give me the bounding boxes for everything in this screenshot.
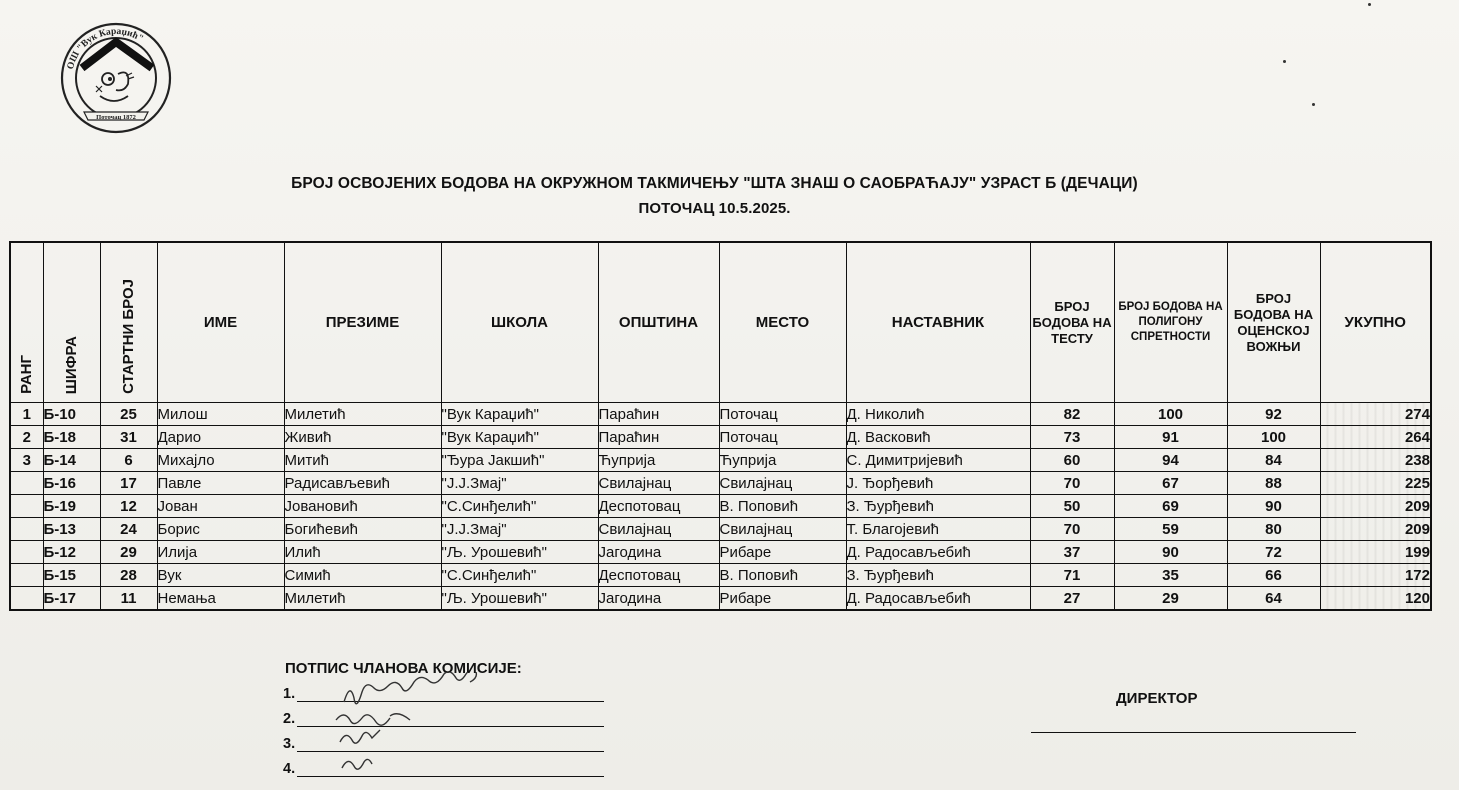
director-signature-line [1031,732,1356,733]
document-title: БРОЈ ОСВОЈЕНИХ БОДОВА НА ОКРУЖНОМ ТАКМИЧЕЊУ "ШТА ЗНАШ О САОБРАЋАЈУ" УЗРАСТ Б (ДЕЧАЦИ) [291,175,1138,192]
cell-code: Б-15 [43,564,100,587]
table-row [10,426,1431,449]
cell-last: Милетић [284,587,441,611]
cell-rank [10,495,43,518]
header-rank: РАНГ [10,242,43,403]
cell-rank [10,541,43,564]
cell-teacher: З. Ђурђевић [846,564,1030,587]
cell-code: Б-16 [43,472,100,495]
cell-ride: 72 [1227,541,1320,564]
cell-teacher: Ј. Ђорђевић [846,472,1030,495]
cell-ride: 84 [1227,449,1320,472]
cell-code: Б-14 [43,449,100,472]
cell-municipality: Јагодина [598,587,719,611]
cell-total: 209 [1320,495,1431,518]
cell-polygon: 94 [1114,449,1227,472]
cell-first: Михајло [157,449,284,472]
cell-teacher: Д. Васковић [846,426,1030,449]
cell-first: Вук [157,564,284,587]
cell-ride: 90 [1227,495,1320,518]
cell-total: 225 [1320,472,1431,495]
cell-rank: 1 [10,403,43,426]
cell-last: Милетић [284,403,441,426]
cell-test: 37 [1030,541,1114,564]
cell-test: 73 [1030,426,1114,449]
cell-last: Живић [284,426,441,449]
cell-ride: 80 [1227,518,1320,541]
cell-code: Б-19 [43,495,100,518]
table-row [10,564,1431,587]
signature-line-3: 3. [283,736,604,752]
cell-first: Милош [157,403,284,426]
table-row [10,472,1431,495]
cell-place: Свилајнац [719,472,846,495]
cell-school: "С.Синђелић" [441,495,598,518]
cell-rank [10,518,43,541]
table-body [10,403,1431,611]
cell-teacher: С. Димитријевић [846,449,1030,472]
table-row [10,403,1431,426]
signature-line-2: 2. [283,711,604,727]
cell-place: Поточац [719,426,846,449]
cell-total: 274 [1320,403,1431,426]
logo-arc-text: ОШ "Вук Караџић" [65,26,145,71]
scan-speck [1283,60,1286,63]
table-row [10,518,1431,541]
cell-test: 60 [1030,449,1114,472]
cell-ride: 92 [1227,403,1320,426]
cell-test: 70 [1030,518,1114,541]
cell-municipality: Параћин [598,426,719,449]
cell-first: Јован [157,495,284,518]
table-row [10,541,1431,564]
scan-speck [1368,3,1371,6]
cell-rank [10,564,43,587]
cell-start: 17 [100,472,157,495]
signature-line-1: 1. [283,686,604,702]
school-logo [48,16,188,134]
cell-total: 238 [1320,449,1431,472]
cell-total: 172 [1320,564,1431,587]
cell-municipality: Ћуприја [598,449,719,472]
logo-ribbon-text: Поточац 1872 [96,114,136,121]
cell-municipality: Параћин [598,403,719,426]
table-row [10,495,1431,518]
cell-place: Рибаре [719,587,846,611]
header-school: ШКОЛА [441,242,598,403]
cell-school: "Љ. Урошевић" [441,541,598,564]
header-code: ШИФРА [43,242,100,403]
cell-teacher: Т. Благојевић [846,518,1030,541]
cell-municipality: Свилајнац [598,472,719,495]
cell-school: "Вук Караџић" [441,426,598,449]
header-last-name: ПРЕЗИМЕ [284,242,441,403]
cell-code: Б-12 [43,541,100,564]
document-subtitle: ПОТОЧАЦ 10.5.2025. [638,200,791,217]
handwritten-signatures [330,672,530,782]
cell-last: Митић [284,449,441,472]
cell-rank [10,587,43,611]
commission-signatures-heading: ПОТПИС ЧЛАНОВА КОМИСИЈЕ: [285,660,522,677]
cell-total: 120 [1320,587,1431,611]
cell-start: 31 [100,426,157,449]
header-place: МЕСТО [719,242,846,403]
cell-code: Б-18 [43,426,100,449]
header-first-name: ИМЕ [157,242,284,403]
cell-polygon: 35 [1114,564,1227,587]
cell-polygon: 90 [1114,541,1227,564]
cell-polygon: 59 [1114,518,1227,541]
cell-place: В. Поповић [719,564,846,587]
cell-ride: 100 [1227,426,1320,449]
cell-school: "Ј.Ј.Змај" [441,518,598,541]
cell-school: "С.Синђелић" [441,564,598,587]
cell-ride: 64 [1227,587,1320,611]
cell-place: Поточац [719,403,846,426]
cell-last: Богићевић [284,518,441,541]
cell-start: 25 [100,403,157,426]
cell-total: 264 [1320,426,1431,449]
cell-first: Дарио [157,426,284,449]
director-label: ДИРЕКТОР [1116,690,1198,707]
cell-rank [10,472,43,495]
cell-rank: 3 [10,449,43,472]
cell-test: 27 [1030,587,1114,611]
cell-school: "Вук Караџић" [441,403,598,426]
cell-polygon: 91 [1114,426,1227,449]
cell-teacher: Д. Радосављебић [846,587,1030,611]
cell-place: Ћуприја [719,449,846,472]
scan-speck [1312,103,1315,106]
cell-first: Борис [157,518,284,541]
cell-polygon: 100 [1114,403,1227,426]
cell-municipality: Деспотовац [598,495,719,518]
cell-ride: 66 [1227,564,1320,587]
cell-school: "Љ. Урошевић" [441,587,598,611]
cell-code: Б-10 [43,403,100,426]
header-municipality: ОПШТИНА [598,242,719,403]
cell-code: Б-13 [43,518,100,541]
table-header-row [10,242,1431,403]
cell-total: 199 [1320,541,1431,564]
cell-teacher: Д. Радосављебић [846,541,1030,564]
header-test-points: БРОЈ БОДОВА НА ТЕСТУ [1030,242,1114,403]
cell-municipality: Свилајнац [598,518,719,541]
header-ride-points: БРОЈ БОДОВА НА ОЦЕНСКОЈ ВОЖЊИ [1227,242,1320,403]
cell-municipality: Јагодина [598,541,719,564]
cell-polygon: 69 [1114,495,1227,518]
header-polygon-points: БРОЈ БОДОВА НА ПОЛИГОНУ СПРЕТНОСТИ [1114,242,1227,403]
cell-last: Симић [284,564,441,587]
cell-municipality: Деспотовац [598,564,719,587]
header-teacher: НАСТАВНИК [846,242,1030,403]
cell-polygon: 29 [1114,587,1227,611]
table-row [10,449,1431,472]
cell-total: 209 [1320,518,1431,541]
cell-ride: 88 [1227,472,1320,495]
cell-polygon: 67 [1114,472,1227,495]
results-table [9,241,1432,611]
header-total: УКУПНО [1320,242,1431,403]
header-start-number: СТАРТНИ БРОЈ [100,242,157,403]
cell-place: Свилајнац [719,518,846,541]
cell-rank: 2 [10,426,43,449]
cell-last: Илић [284,541,441,564]
cell-start: 28 [100,564,157,587]
cell-start: 6 [100,449,157,472]
cell-test: 70 [1030,472,1114,495]
cell-place: Рибаре [719,541,846,564]
cell-start: 12 [100,495,157,518]
cell-code: Б-17 [43,587,100,611]
cell-start: 29 [100,541,157,564]
cell-school: "Ђура Јакшић" [441,449,598,472]
cell-first: Павле [157,472,284,495]
cell-place: В. Поповић [719,495,846,518]
cell-teacher: З. Ђурђевић [846,495,1030,518]
table-row [10,587,1431,611]
cell-start: 11 [100,587,157,611]
cell-first: Илија [157,541,284,564]
cell-last: Радисављевић [284,472,441,495]
cell-first: Немања [157,587,284,611]
cell-teacher: Д. Николић [846,403,1030,426]
cell-test: 82 [1030,403,1114,426]
signature-line-4: 4. [283,761,604,777]
cell-start: 24 [100,518,157,541]
cell-test: 71 [1030,564,1114,587]
cell-school: "Ј.Ј.Змај" [441,472,598,495]
cell-test: 50 [1030,495,1114,518]
cell-last: Јовановић [284,495,441,518]
